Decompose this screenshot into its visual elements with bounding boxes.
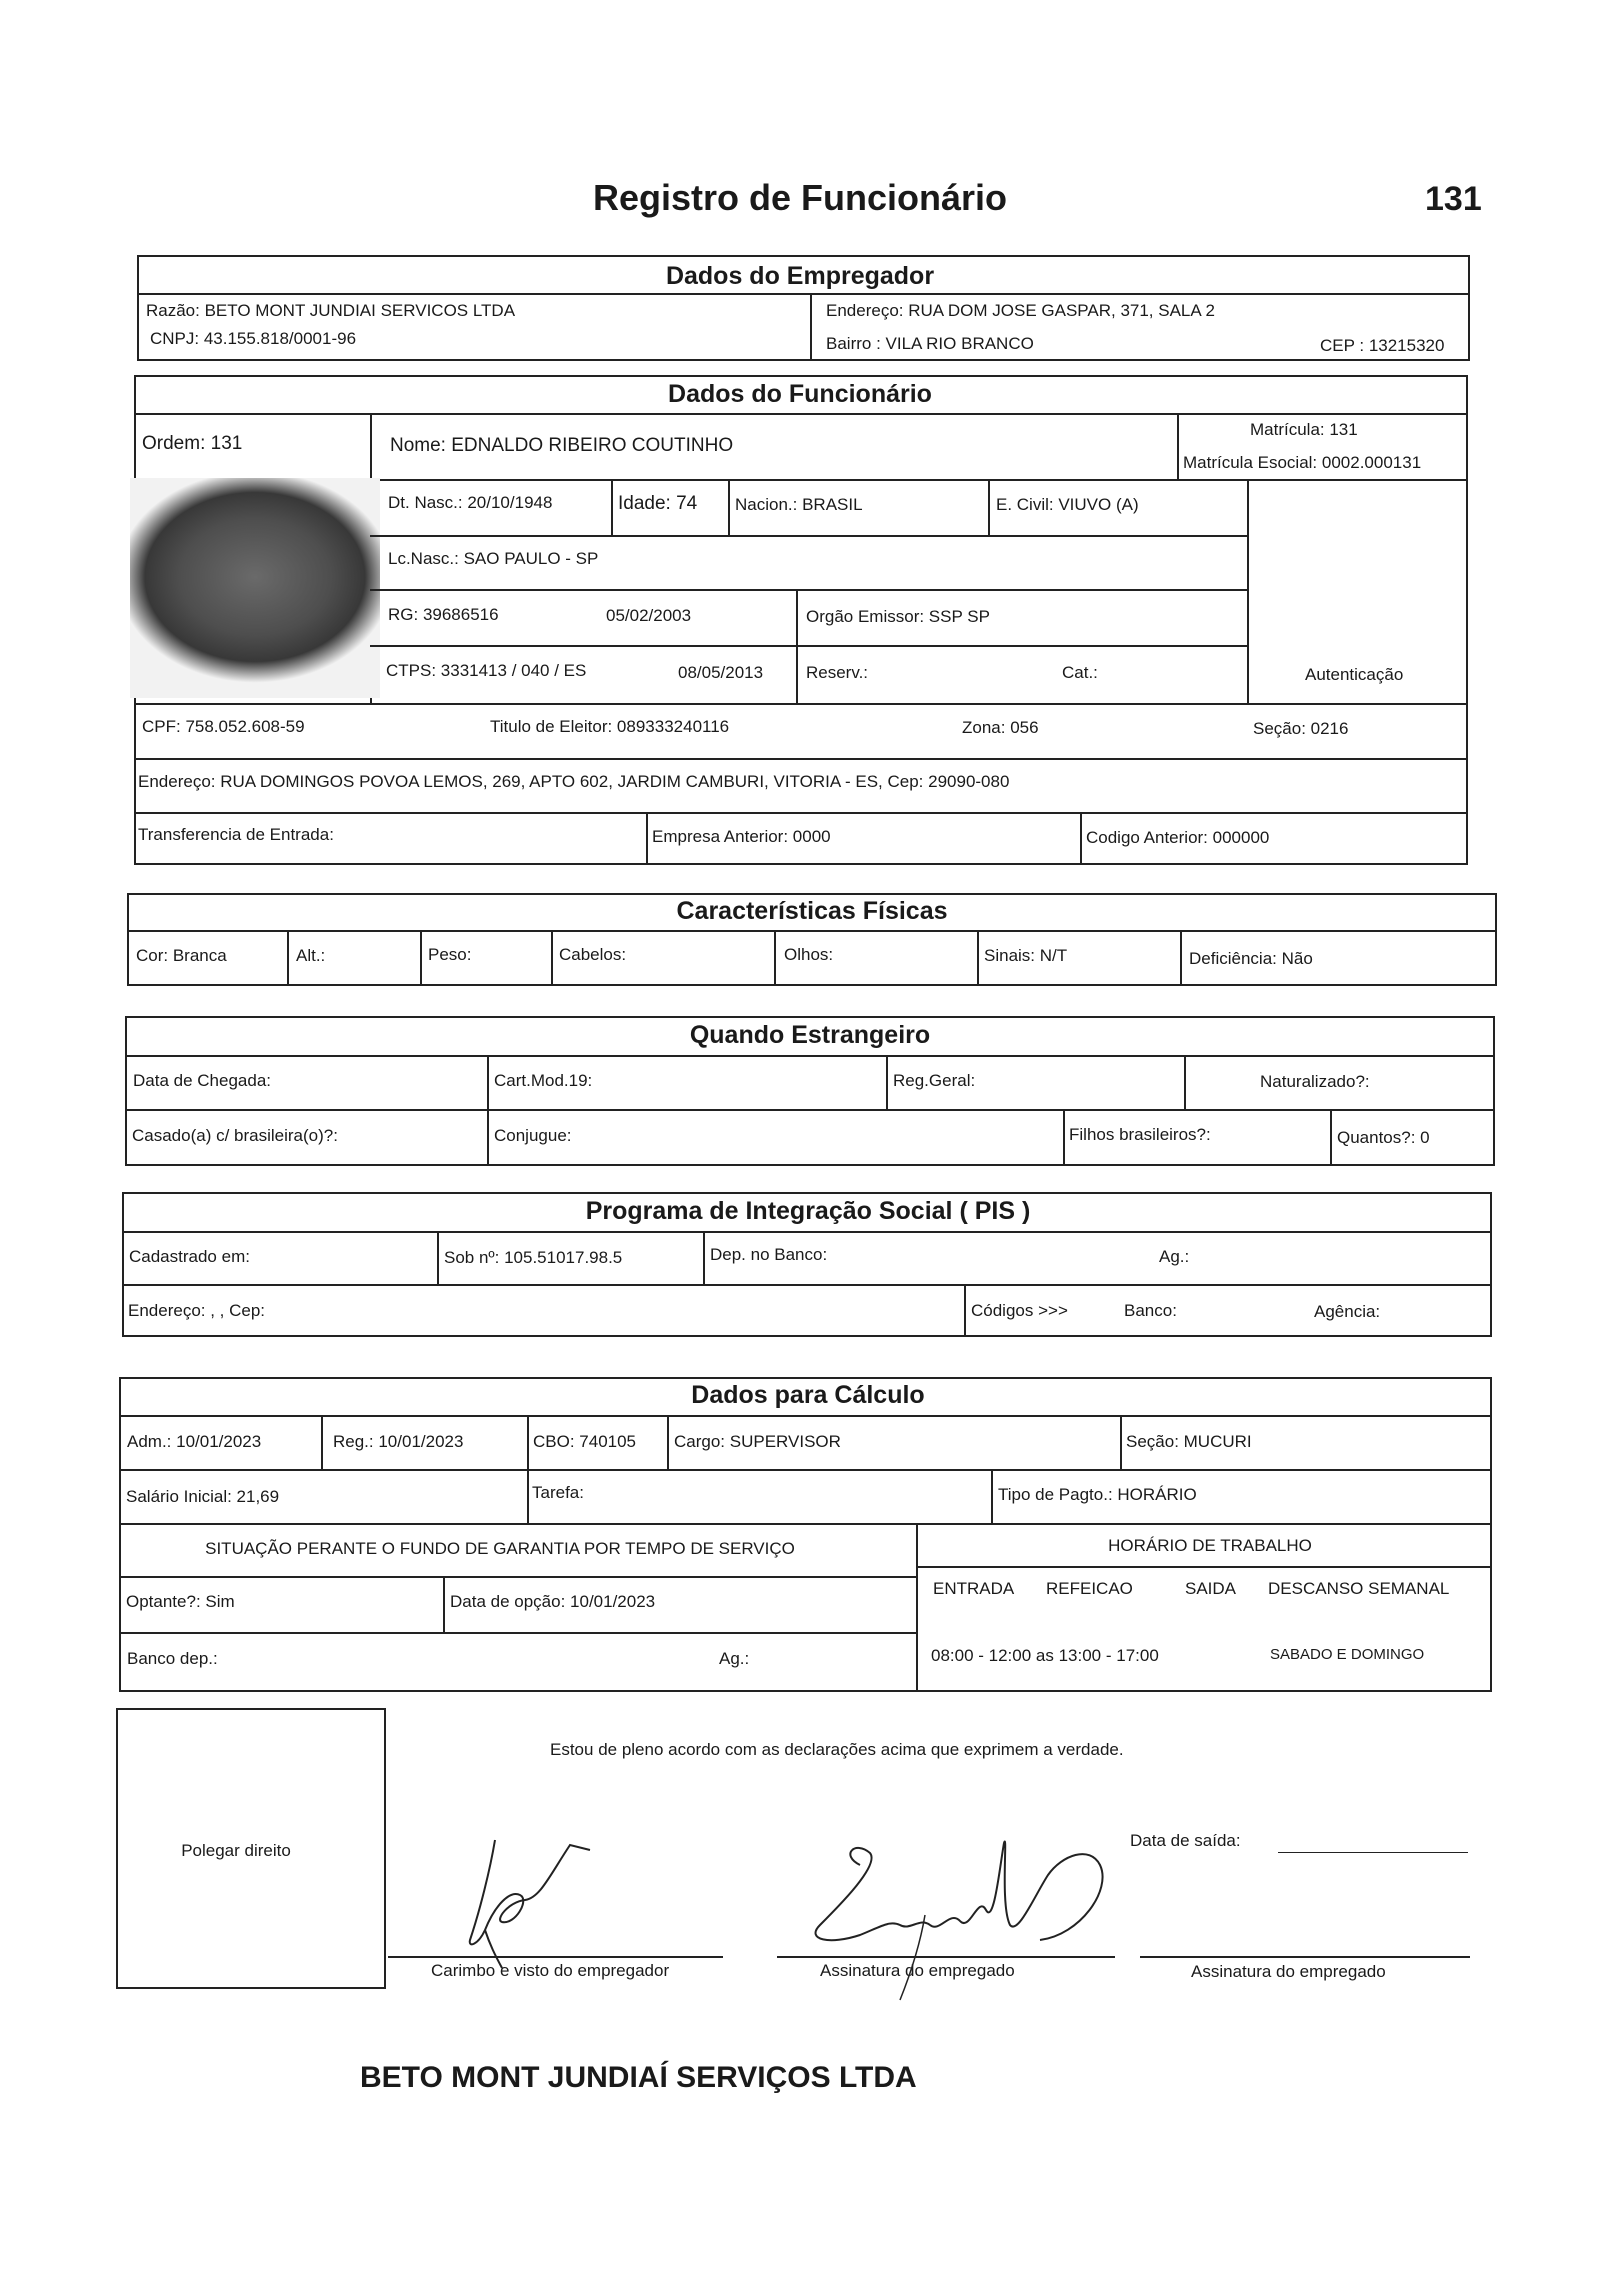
- employee-transferencia: Transferencia de Entrada:: [138, 825, 334, 844]
- employee-dt-nasc: Dt. Nasc.: 20/10/1948: [388, 493, 553, 512]
- pis-banco: Banco:: [1124, 1301, 1177, 1320]
- pis-ag: Ag.:: [1159, 1247, 1190, 1266]
- employee-signature-label-2: Assinatura do empregado: [1191, 1962, 1386, 1981]
- employer-bairro: Bairro : VILA RIO BRANCO: [826, 334, 1034, 353]
- employee-zona: Zona: 056: [962, 718, 1039, 737]
- employee-empresa-anterior: Empresa Anterior: 0000: [652, 827, 831, 846]
- employee-orgao: Orgão Emissor: SSP SP: [806, 607, 990, 626]
- calc-descanso-label: DESCANSO SEMANAL: [1268, 1579, 1450, 1598]
- physical-peso: Peso:: [428, 945, 472, 964]
- footer-company: BETO MONT JUNDIAÍ SERVIÇOS LTDA: [360, 2061, 917, 2094]
- calc-cargo: Cargo: SUPERVISOR: [674, 1432, 841, 1451]
- calc-optante: Optante?: Sim: [126, 1592, 235, 1611]
- calc-banco-dep: Banco dep.:: [127, 1649, 218, 1668]
- foreigner-conjugue: Conjugue:: [494, 1126, 572, 1145]
- employee-reserv: Reserv.:: [806, 663, 869, 682]
- calc-saida-label: SAIDA: [1185, 1579, 1237, 1598]
- employee-signature-label: Assinatura do empregado: [820, 1961, 1015, 1980]
- calc-horario-header: HORÁRIO DE TRABALHO: [1108, 1536, 1312, 1555]
- calc-secao: Seção: MUCURI: [1126, 1432, 1252, 1451]
- foreigner-naturalizado: Naturalizado?:: [1260, 1072, 1370, 1091]
- employer-endereco: Endereço: RUA DOM JOSE GASPAR, 371, SALA 2: [826, 301, 1215, 320]
- employer-cnpj: CNPJ: 43.155.818/0001-96: [150, 329, 357, 348]
- employee-header: Dados do Funcionário: [668, 380, 932, 408]
- employee-photo: [130, 478, 380, 698]
- employee-nacion: Nacion.: BRASIL: [735, 495, 863, 514]
- employee-cpf: CPF: 758.052.608-59: [142, 717, 305, 736]
- employer-razao: Razão: BETO MONT JUNDIAI SERVICOS LTDA: [146, 301, 516, 320]
- employee-autenticacao: Autenticação: [1305, 665, 1404, 684]
- pis-cadastrado: Cadastrado em:: [129, 1247, 250, 1266]
- employee-ctps: CTPS: 3331413 / 040 / ES: [386, 661, 587, 680]
- calc-data-opcao: Data de opção: 10/01/2023: [450, 1592, 656, 1611]
- thumbprint-label: Polegar direito: [181, 1841, 291, 1860]
- foreigner-filhos: Filhos brasileiros?:: [1069, 1125, 1211, 1144]
- calculation-header: Dados para Cálculo: [691, 1381, 925, 1409]
- employer-cep: CEP : 13215320: [1320, 336, 1445, 355]
- calc-adm: Adm.: 10/01/2023: [127, 1432, 262, 1451]
- physical-alt: Alt.:: [296, 946, 326, 965]
- physical-header: Características Físicas: [676, 897, 948, 925]
- pis-codigos: Códigos >>>: [971, 1301, 1068, 1320]
- calculation-section: [119, 1377, 1492, 1692]
- calc-entrada-label: ENTRADA: [933, 1579, 1015, 1598]
- employee-rg: RG: 39686516: [388, 605, 499, 624]
- foreigner-chegada: Data de Chegada:: [133, 1071, 271, 1090]
- employee-matricula: Matrícula: 131: [1250, 420, 1358, 439]
- pis-dep-banco: Dep. no Banco:: [710, 1245, 828, 1264]
- employee-secao: Seção: 0216: [1253, 719, 1349, 738]
- employee-cat: Cat.:: [1062, 663, 1098, 682]
- foreigner-reg-geral: Reg.Geral:: [893, 1071, 976, 1090]
- pis-endereco: Endereço: , , Cep:: [128, 1301, 266, 1320]
- calc-reg: Reg.: 10/01/2023: [333, 1432, 464, 1451]
- calc-descanso-val: SABADO E DOMINGO: [1270, 1646, 1425, 1663]
- declaration-text: Estou de pleno acordo com as declarações acima que exprimem a verdade.: [550, 1740, 1124, 1759]
- pis-sob: Sob nº: 105.51017.98.5: [444, 1248, 623, 1267]
- foreigner-quantos: Quantos?: 0: [1337, 1128, 1430, 1147]
- employee-signature: [800, 1825, 1120, 2005]
- pis-agencia: Agência:: [1314, 1302, 1381, 1321]
- employee-codigo-anterior: Codigo Anterior: 000000: [1086, 828, 1270, 847]
- employee-titulo: Titulo de Eleitor: 089333240116: [490, 717, 730, 736]
- physical-olhos: Olhos:: [784, 945, 834, 964]
- physical-cor: Cor: Branca: [136, 946, 227, 965]
- foreigner-casado: Casado(a) c/ brasileira(o)?:: [132, 1126, 338, 1145]
- foreigner-header: Quando Estrangeiro: [689, 1021, 931, 1049]
- calc-refeicao-label: REFEICAO: [1046, 1579, 1133, 1598]
- employer-header: Dados do Empregador: [665, 262, 935, 290]
- calc-cbo: CBO: 740105: [533, 1432, 637, 1451]
- physical-deficiencia: Deficiência: Não: [1189, 949, 1313, 968]
- calc-fgts-header: SITUAÇÃO PERANTE O FUNDO DE GARANTIA POR TEMPO DE SERVIÇO: [205, 1539, 795, 1558]
- calc-horario: 08:00 - 12:00 as 13:00 - 17:00: [931, 1646, 1159, 1665]
- employee-matricula-esocial: Matrícula Esocial: 0002.000131: [1183, 453, 1422, 472]
- employer-signature: [440, 1820, 620, 1970]
- calc-tarefa: Tarefa:: [532, 1483, 584, 1502]
- employee-idade: Idade: 74: [618, 493, 698, 514]
- calc-tipo-pagto: Tipo de Pagto.: HORÁRIO: [998, 1485, 1197, 1504]
- employee-ecivil: E. Civil: VIUVO (A): [996, 495, 1139, 514]
- physical-cabelos: Cabelos:: [559, 945, 627, 964]
- employee-lc-nasc: Lc.Nasc.: SAO PAULO - SP: [388, 549, 599, 568]
- calc-salario: Salário Inicial: 21,69: [126, 1487, 280, 1506]
- employee-ordem: Ordem: 131: [142, 433, 243, 454]
- record-number: 131: [1425, 180, 1482, 218]
- foreigner-cart: Cart.Mod.19:: [494, 1071, 593, 1090]
- physical-sinais: Sinais: N/T: [984, 946, 1068, 965]
- exit-date-label: Data de saída:: [1130, 1831, 1241, 1850]
- employee-rg-data: 05/02/2003: [606, 606, 692, 625]
- pis-header: Programa de Integração Social ( PIS ): [585, 1197, 1031, 1225]
- calc-ag: Ag.:: [719, 1649, 750, 1668]
- employee-endereco: Endereço: RUA DOMINGOS POVOA LEMOS, 269, APTO 602, JARDIM CAMBURI, VITORIA - ES, Cep: 29090-080: [138, 772, 1010, 791]
- employee-ctps-data: 08/05/2013: [678, 663, 764, 682]
- employee-nome: Nome: EDNALDO RIBEIRO COUTINHO: [390, 435, 734, 456]
- employer-stamp-label: Carimbo e visto do empregador: [431, 1961, 670, 1980]
- page-title: Registro de Funcionário: [592, 177, 1008, 218]
